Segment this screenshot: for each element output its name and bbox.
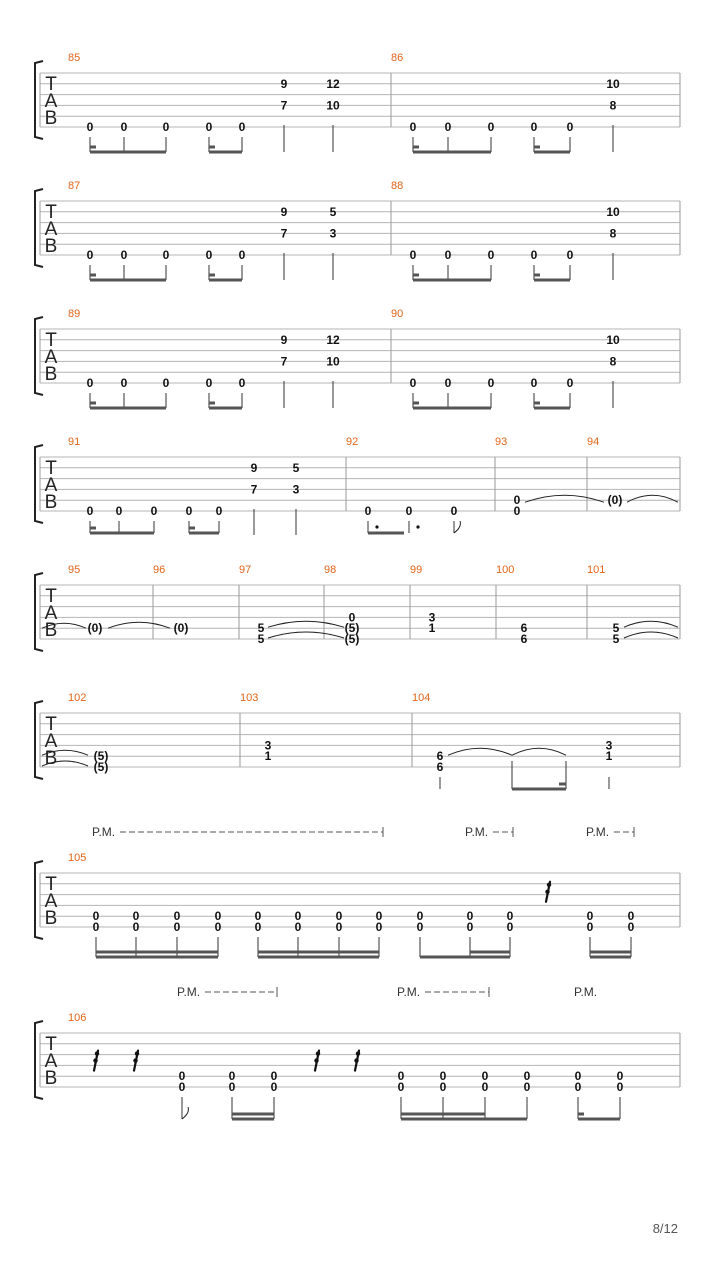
fret-number: (5) <box>344 632 360 646</box>
measure-number: 105 <box>68 852 87 864</box>
fret-number: 0 <box>215 504 223 518</box>
fret-number: 0 <box>409 248 417 262</box>
tab-clef-t: T <box>45 586 57 607</box>
fret-number: 1 <box>605 749 613 764</box>
fret-number: 0 <box>86 120 94 134</box>
fret-number: 0 <box>120 248 128 262</box>
fret-number: 3 <box>428 610 436 625</box>
palm-mute-label: P.M. <box>574 985 598 999</box>
tab-clef-t: T <box>45 202 57 223</box>
fret-number: 0 <box>574 1069 582 1084</box>
fret-number: 8 <box>609 98 617 113</box>
fret-number: 5 <box>612 632 620 646</box>
palm-mute-label: P.M. <box>177 985 201 999</box>
note-flag <box>454 521 460 533</box>
rest-dot <box>133 1058 137 1062</box>
fret-number: 0 <box>405 504 413 518</box>
rest-dot <box>95 1051 99 1055</box>
fret-number: 9 <box>280 76 288 91</box>
fret-number: 0 <box>115 504 123 518</box>
tab-clef-t: T <box>45 714 57 735</box>
tab-clef-t: T <box>45 458 57 479</box>
measure-number: 96 <box>153 564 166 576</box>
fret-number: 0 <box>294 920 302 934</box>
fret-number: 6 <box>436 760 444 774</box>
tab-clef-t: T <box>45 74 57 95</box>
fret-number: 9 <box>280 204 288 219</box>
fret-number: 0 <box>178 1080 186 1094</box>
tab-clef-b: B <box>44 620 58 641</box>
rest-dot <box>314 1058 318 1062</box>
tie-arc <box>108 622 170 628</box>
fret-number: 7 <box>280 354 288 369</box>
fret-number: 0 <box>481 1080 489 1094</box>
tie-arc <box>525 495 604 502</box>
fret-number: 0 <box>506 909 514 924</box>
fret-number: 0 <box>444 248 452 262</box>
measure-number: 92 <box>346 436 359 448</box>
fret-number: 0 <box>150 504 158 518</box>
dot <box>416 525 419 528</box>
fret-number: 0 <box>375 909 383 924</box>
palm-mute-label: P.M. <box>92 825 116 839</box>
fret-number: 0 <box>173 909 181 924</box>
fret-number: 0 <box>364 504 372 518</box>
tie-arc <box>627 495 678 502</box>
tab-clef-a: A <box>44 891 58 912</box>
palm-mute-label: P.M. <box>465 825 489 839</box>
fret-number: 0 <box>444 120 452 134</box>
tab-clef-a: A <box>44 91 58 112</box>
fret-number: 0 <box>627 920 635 934</box>
tie-arc <box>268 632 344 638</box>
tie-arc <box>624 632 678 638</box>
fret-number: 0 <box>238 376 246 390</box>
measure-number: 100 <box>496 564 515 576</box>
rest-dot <box>545 890 549 894</box>
tab-clef-a: A <box>44 731 58 752</box>
fret-number: 12 <box>326 332 340 347</box>
measure-number: 91 <box>68 436 81 448</box>
fret-number: 0 <box>185 504 193 518</box>
fret-number: 0 <box>162 120 170 134</box>
measure-number: 104 <box>412 692 431 704</box>
fret-number: 0 <box>586 920 594 934</box>
fret-number: (0) <box>173 621 189 636</box>
fret-number: 0 <box>92 920 100 934</box>
rest-dot <box>356 1051 360 1055</box>
fret-number: 12 <box>326 76 340 91</box>
fret-number: 0 <box>270 1080 278 1094</box>
fret-number: 0 <box>616 1080 624 1094</box>
fret-number: 10 <box>606 76 620 91</box>
measure-number: 87 <box>68 180 81 192</box>
fret-number: 0 <box>228 1080 236 1094</box>
fret-number: 0 <box>616 1069 624 1084</box>
fret-number: 0 <box>92 909 100 924</box>
fret-number: 0 <box>506 920 514 934</box>
fret-number: 3 <box>264 738 272 753</box>
fret-number: 0 <box>466 920 474 934</box>
dot <box>375 525 378 528</box>
fret-number: 9 <box>280 332 288 347</box>
measure-number: 97 <box>239 564 252 576</box>
fret-number: 3 <box>329 226 337 241</box>
measure-number: 106 <box>68 1012 87 1024</box>
fret-number: 7 <box>280 226 288 241</box>
palm-mute-label: P.M. <box>586 825 610 839</box>
measure-number: 89 <box>68 308 81 320</box>
fret-number: 7 <box>280 98 288 113</box>
fret-number: 0 <box>162 248 170 262</box>
fret-number: 0 <box>530 376 538 390</box>
fret-number: 0 <box>214 920 222 934</box>
fret-number: 0 <box>205 248 213 262</box>
fret-number: 7 <box>250 482 258 497</box>
fret-number: 0 <box>86 248 94 262</box>
fret-number: 0 <box>173 920 181 934</box>
fret-number: 9 <box>250 460 258 475</box>
fret-number: 3 <box>605 738 613 753</box>
rest-dot <box>547 883 551 887</box>
measure-number: 103 <box>240 692 259 704</box>
fret-number: 0 <box>439 1080 447 1094</box>
fret-number: 0 <box>466 909 474 924</box>
tie-arc <box>512 748 566 755</box>
tie-arc <box>624 621 678 627</box>
measure-number: 99 <box>410 564 423 576</box>
rest-dot <box>93 1058 97 1062</box>
fret-number: 6 <box>520 632 528 646</box>
fret-number: 0 <box>132 920 140 934</box>
fret-number: 0 <box>214 909 222 924</box>
fret-number: 0 <box>86 376 94 390</box>
fret-number: 0 <box>487 248 495 262</box>
fret-number: 0 <box>335 909 343 924</box>
fret-number: 8 <box>609 354 617 369</box>
fret-number: 0 <box>205 120 213 134</box>
measure-number: 93 <box>495 436 508 448</box>
fret-number: 5 <box>292 460 300 475</box>
fret-number: 0 <box>566 248 574 262</box>
measure-number: 94 <box>587 436 600 448</box>
fret-number: 0 <box>228 1069 236 1084</box>
rest-dot <box>316 1051 320 1055</box>
fret-number: 5 <box>257 632 265 646</box>
fret-number: 0 <box>178 1069 186 1084</box>
palm-mute-label: P.M. <box>397 985 421 999</box>
fret-number: 0 <box>487 120 495 134</box>
fret-number: 0 <box>530 248 538 262</box>
fret-number: 0 <box>409 120 417 134</box>
fret-number: 0 <box>120 120 128 134</box>
fret-number: 0 <box>132 909 140 924</box>
fret-number: 0 <box>86 504 94 518</box>
tab-clef-b: B <box>44 108 58 129</box>
measure-number: 90 <box>391 308 404 320</box>
measure-number: 88 <box>391 180 404 192</box>
tie-arc <box>448 748 512 755</box>
fret-number: 0 <box>487 376 495 390</box>
fret-number: 0 <box>397 1080 405 1094</box>
tab-clef-b: B <box>44 492 58 513</box>
fret-number: 0 <box>254 920 262 934</box>
tab-clef-t: T <box>45 330 57 351</box>
fret-number: 0 <box>513 504 521 518</box>
fret-number: (5) <box>93 749 109 764</box>
tab-clef-a: A <box>44 603 58 624</box>
fret-number: 0 <box>566 120 574 134</box>
page-number: 8/12 <box>652 1221 678 1236</box>
fret-number: (5) <box>344 621 360 636</box>
fret-number: (5) <box>93 760 109 774</box>
fret-number: 0 <box>574 1080 582 1094</box>
fret-number: 0 <box>439 1069 447 1084</box>
fret-number: 0 <box>348 610 356 625</box>
fret-number: 0 <box>238 248 246 262</box>
tab-clef-b: B <box>44 1068 58 1089</box>
fret-number: 0 <box>627 909 635 924</box>
rest-dot <box>354 1058 358 1062</box>
fret-number: 5 <box>329 204 337 219</box>
tab-clef-b: B <box>44 908 58 929</box>
rest-dot <box>135 1051 139 1055</box>
fret-number: 6 <box>520 621 528 636</box>
fret-number: 1 <box>428 621 436 636</box>
fret-number: 10 <box>606 204 620 219</box>
fret-number: 0 <box>416 920 424 934</box>
measure-number: 85 <box>68 52 81 64</box>
fret-number: 0 <box>375 920 383 934</box>
fret-number: 0 <box>120 376 128 390</box>
tab-clef-a: A <box>44 219 58 240</box>
measure-number: 86 <box>391 52 404 64</box>
measure-number: 101 <box>587 564 606 576</box>
note-flag <box>182 1107 188 1119</box>
tab-clef-a: A <box>44 1051 58 1072</box>
fret-number: 0 <box>586 909 594 924</box>
fret-number: (0) <box>607 493 623 508</box>
fret-number: 0 <box>397 1069 405 1084</box>
fret-number: 0 <box>270 1069 278 1084</box>
fret-number: 0 <box>205 376 213 390</box>
measure-number: 102 <box>68 692 87 704</box>
fret-number: 0 <box>254 909 262 924</box>
tab-clef-a: A <box>44 475 58 496</box>
fret-number: 0 <box>523 1080 531 1094</box>
fret-number: 3 <box>292 482 300 497</box>
fret-number: 6 <box>436 749 444 764</box>
fret-number: 0 <box>238 120 246 134</box>
tab-clef-a: A <box>44 347 58 368</box>
tab-clef-b: B <box>44 748 58 769</box>
tab-clef-t: T <box>45 874 57 895</box>
fret-number: 0 <box>566 376 574 390</box>
fret-number: 5 <box>257 621 265 636</box>
fret-number: 0 <box>294 909 302 924</box>
tab-clef-b: B <box>44 364 58 385</box>
fret-number: (0) <box>87 621 103 636</box>
fret-number: 10 <box>606 332 620 347</box>
fret-number: 0 <box>409 376 417 390</box>
measure-number: 95 <box>68 564 81 576</box>
fret-number: 0 <box>416 909 424 924</box>
fret-number: 0 <box>450 504 458 518</box>
fret-number: 0 <box>335 920 343 934</box>
tab-clef-t: T <box>45 1034 57 1055</box>
fret-number: 0 <box>523 1069 531 1084</box>
fret-number: 0 <box>513 493 521 508</box>
fret-number: 0 <box>481 1069 489 1084</box>
fret-number: 0 <box>444 376 452 390</box>
fret-number: 10 <box>326 98 340 113</box>
tie-arc <box>268 621 344 627</box>
tab-clef-b: B <box>44 236 58 257</box>
fret-number: 5 <box>612 621 620 636</box>
fret-number: 8 <box>609 226 617 241</box>
fret-number: 0 <box>162 376 170 390</box>
measure-number: 98 <box>324 564 337 576</box>
fret-number: 1 <box>264 749 272 764</box>
fret-number: 0 <box>530 120 538 134</box>
fret-number: 10 <box>326 354 340 369</box>
